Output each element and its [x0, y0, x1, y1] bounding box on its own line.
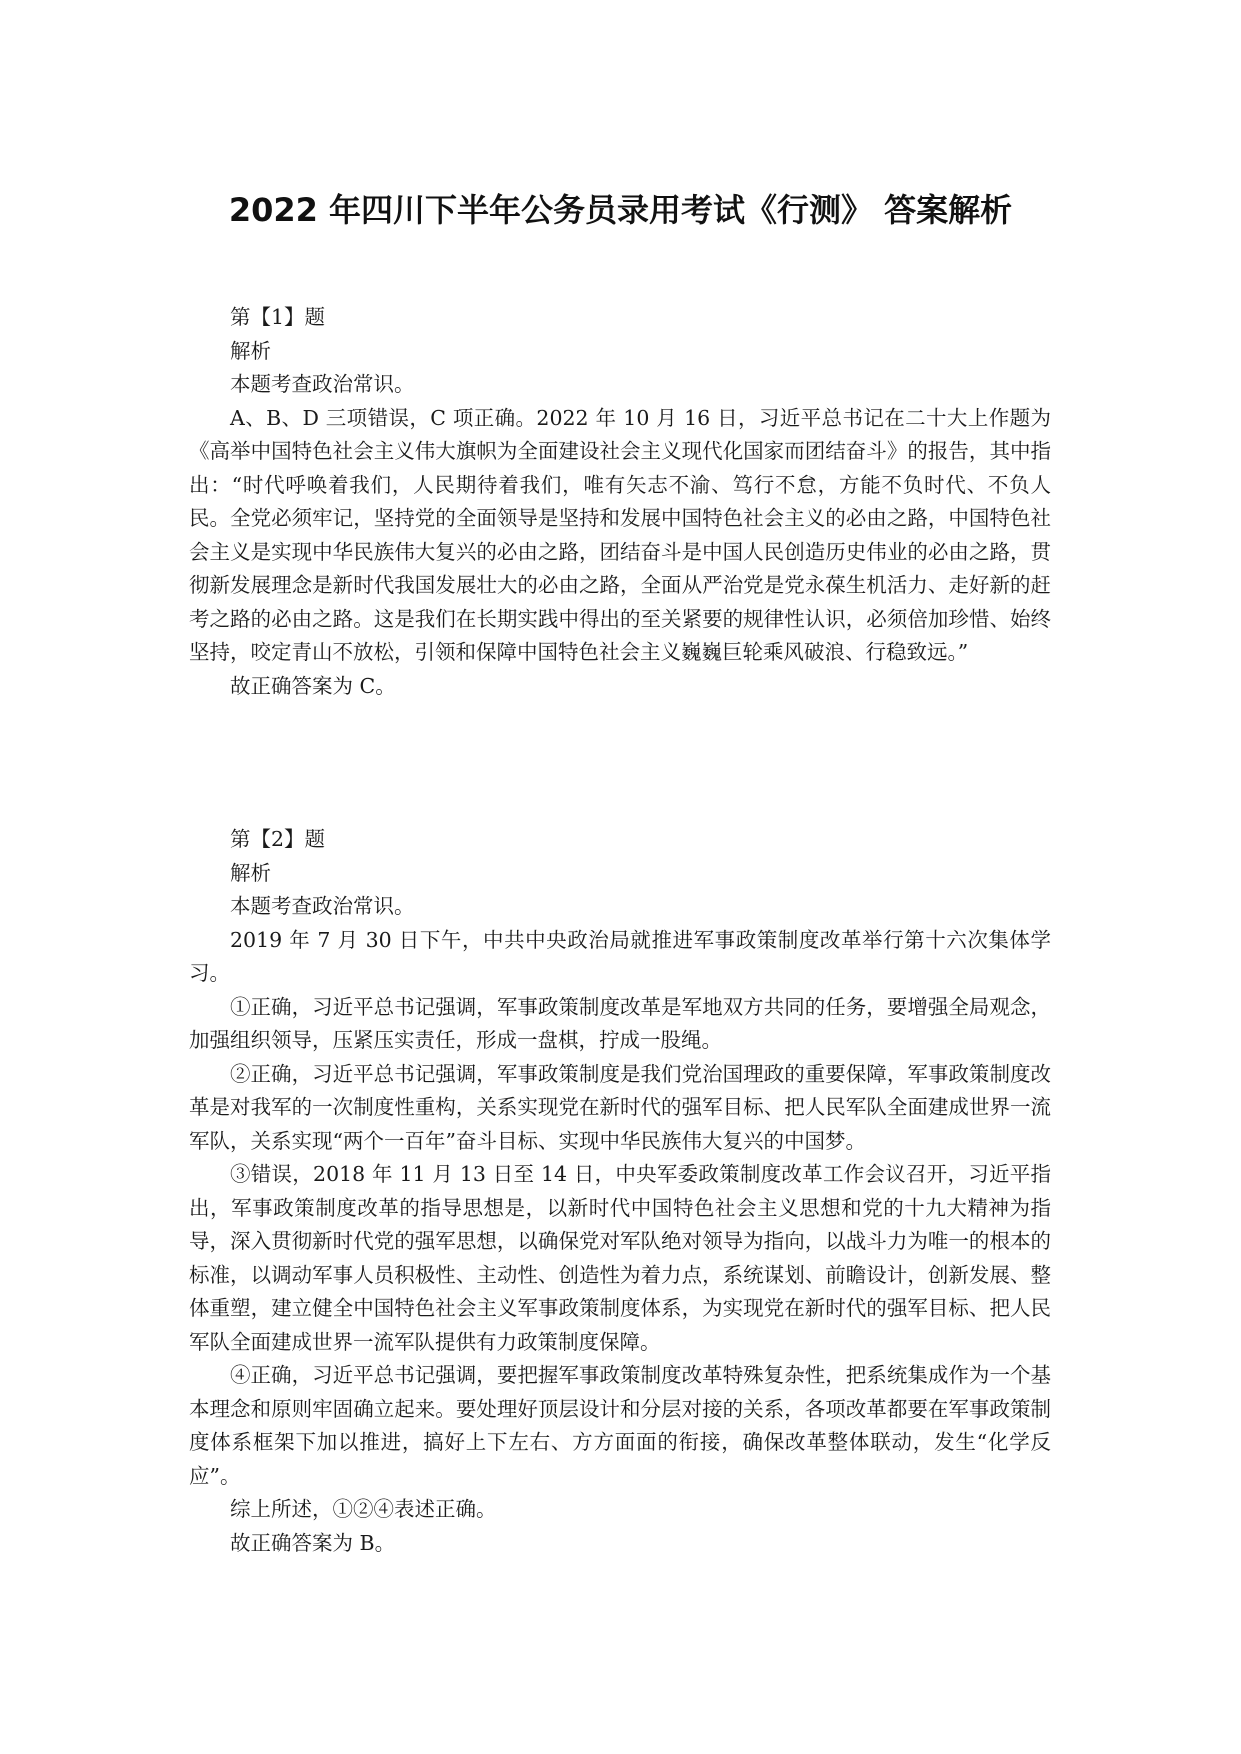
- analysis-paragraph: ④正确，习近平总书记强调，要把握军事政策制度改革特殊复杂性，把系统集成作为一个基本理念和原则牢固确立起来。要处理好顶层设计和分层对接的关系，各项改革都要在军事政策制度体系框架下加以推进，搞好上下左右、方方面面的衔接，确保改革整体联动，发生“化学反应”。: [189, 1363, 1051, 1488]
- question-topic: 本题考查政治常识。: [230, 372, 415, 396]
- analysis-paragraph: ①正确，习近平总书记强调，军事政策制度改革是军地双方共同的任务，要增强全局观念，加强组织领导，压紧压实责任，形成一盘棋，拧成一股绳。: [189, 994, 1051, 1052]
- analysis-label: 解析: [230, 860, 271, 885]
- analysis-paragraph: ②正确，习近平总书记强调，军事政策制度是我们党治国理政的重要保障，军事政策制度改革是对我军的一次制度性重构，关系实现党在新时代的强军目标、把人民军队全面建成世界一流军队，关系实现“两个一百年”奋斗目标、实现中华民族伟大复兴的中国梦。: [189, 1061, 1051, 1153]
- analysis-label: 解析: [230, 338, 271, 363]
- question-number: 第【2】题: [230, 827, 326, 851]
- answer-statement: 故正确答案为 B。: [230, 1530, 396, 1555]
- question-topic: 本题考查政治常识。: [230, 894, 415, 918]
- question-number: 第【1】题: [230, 305, 326, 329]
- question-2: [189, 823, 1051, 1560]
- analysis-paragraph: A、B、D 三项错误，C 项正确。2022 年 10 月 16 日，习近平总书记在二十大上作题为《高举中国特色社会主义伟大旗帜为全面建设社会主义现代化国家而团结奋斗》的报告，其中指出：“时代呼唤着我们，人民期待着我们，唯有矢志不渝、笃行不怠，方能不负时代、不负人民。全党必须牢记，坚持党的全面领导是坚持和发展中国特色社会主义的必由之路，中国特色社会主义是实现中华民族伟大复兴的必由之路，团结奋斗是中国人民创造历史伟业的必由之路，贯彻新发展理念是新时代我国发展壮大的必由之路，全面从严治党是党永葆生机活力、走好新的赶考之路的必由之路。这是我们在长期实践中得出的至关紧要的规律性认识，必须倍加珍惜、始终坚持，咬定青山不放松，引领和保障中国特色社会主义巍巍巨轮乘风破浪、行稳致远。”: [189, 405, 1051, 664]
- analysis-paragraph: 2019 年 7 月 30 日下午，中共中央政治局就推进军事政策制度改革举行第十六次集体学习。: [189, 927, 1051, 985]
- question-1: [189, 301, 1051, 703]
- analysis-paragraph: ③错误，2018 年 11 月 13 日至 14 日，中央军委政策制度改革工作会议召开，习近平指出，军事政策制度改革的指导思想是，以新时代中国特色社会主义思想和党的十九大精神为指导，深入贯彻新时代党的强军思想，以确保党对军队绝对领导为指向，以战斗力为唯一的根本的标准，以调动军事人员积极性、主动性、创造性为着力点，系统谋划、前瞻设计，创新发展、整体重塑，建立健全中国特色社会主义军事政策制度体系，为实现党在新时代的强军目标、把人民军队全面建成世界一流军队提供有力政策制度保障。: [189, 1162, 1051, 1354]
- answer-statement: 故正确答案为 C。: [230, 673, 396, 698]
- summary-paragraph: 综上所述，①②④表述正确。: [230, 1497, 497, 1521]
- page-title: 2022 年四川下半年公务员录用考试《行测》 答案解析: [228, 191, 1013, 229]
